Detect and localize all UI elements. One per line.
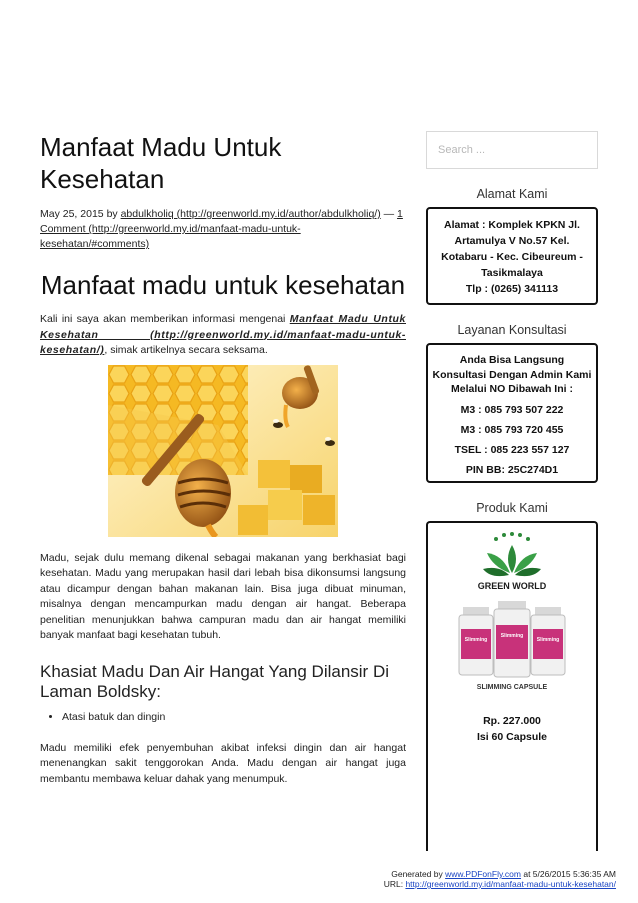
brand-text: GREEN WORLD [477, 580, 547, 591]
article [40, 131, 406, 787]
url-prefix: URL: [383, 879, 406, 889]
subheading: Khasiat Madu Dan Air Hangat Yang Dilansir Di Laman Boldsky: [40, 661, 389, 701]
pdfonfly-link[interactable]: www.PDFonFly.com [445, 869, 521, 879]
consult-number: M3 : 085 793 507 222 [460, 403, 564, 416]
bottle-label: Slimming [500, 632, 524, 639]
list-item: • Atasi batuk dan dingin [62, 710, 406, 725]
article-heading: Manfaat madu untuk kesehatan [40, 270, 406, 300]
pdf-footer [384, 869, 616, 889]
comments-link[interactable]: 1 Comment (http://greenworld.my.id/manfaat-madu-untuk-kesehatan/#comments) [40, 208, 403, 250]
consult-number: M3 : 085 793 720 455 [460, 423, 564, 436]
bottle-label: Slimming [536, 636, 560, 643]
paragraph-madu: Madu, sejak dulu memang dikenal sebagai makanan yang berkhasiat bagi kesehatan. Madu yang merupakan hasil dari lebah bisa dikonsumsi langsung atau dicampur dengan bahan makanan lain. Bisa juga dibuat minuman, misalnya dengan mencampurkan madu dengan air hangat. Beberapa penelitian menunjukkan bahwa campuran madu dan air hangat memiliki banyak manfaat bagi kesehatan tubuh. [40, 551, 406, 641]
consult-number: PIN BB: 25C274D1 [465, 463, 559, 476]
meta-dash: — [380, 208, 398, 220]
honey-image [108, 365, 338, 537]
search-input[interactable] [426, 131, 598, 169]
author-link[interactable]: abdulkholiq (http://greenworld.my.id/author/abdulkholiq/) [120, 208, 381, 220]
intro-text-before: Kali ini saya akan memberikan informasi mengenai [40, 313, 290, 325]
search-placeholder: Search ... [438, 144, 486, 156]
url-line [384, 879, 616, 889]
product-title: Produk Kami [476, 500, 548, 515]
bullet-list [40, 710, 406, 725]
address-phone: Tlp : (0265) 341113 [465, 283, 559, 295]
sidebar [426, 131, 598, 851]
generated-prefix: Generated by [391, 869, 446, 879]
post-meta [40, 207, 406, 252]
address-box [426, 207, 598, 305]
paragraph-efek: Madu memiliki efek penyembuhan akibat infeksi dingin dan air hangat menenangkan sakit tenggorokan Anda. Madu dengan air hangat juga membantu membawa keluar dahak yang menumpuk. [40, 741, 406, 785]
product-image [449, 529, 575, 699]
address-text: Alamat : Komplek KPKN Jl. Artamulya V No.57 Kel. Kotabaru - Kec. Cibeureum - Tasikmalaya [441, 219, 583, 279]
intro-paragraph [40, 312, 406, 359]
generated-line [384, 869, 616, 879]
product-qty: Isi 60 Capsule [476, 730, 548, 743]
intro-link[interactable]: Manfaat Madu Untuk Kesehatan (http://greenworld.my.id/manfaat-madu-untuk-kesehatan/) [40, 313, 406, 356]
post-title: Manfaat Madu Untuk Kesehatan [40, 132, 282, 194]
intro-text-after: , simak artikelnya secara seksama. [104, 344, 268, 356]
by-label: by [106, 208, 118, 220]
product-bottles [459, 601, 565, 677]
address-title: Alamat Kami [476, 187, 548, 201]
page-url-link[interactable]: http://greenworld.my.id/manfaat-madu-untuk-kesehatan/ [405, 879, 616, 889]
generated-suffix: at 5/26/2015 5:36:35 AM [521, 869, 616, 879]
consult-number: TSEL : 085 223 557 127 [454, 443, 570, 456]
product-box [426, 521, 598, 851]
post-date: May 25, 2015 [40, 208, 104, 220]
consult-title: Layanan Konsultasi [457, 323, 567, 337]
consult-box [426, 343, 598, 483]
consult-intro: Anda Bisa Langsung Konsultasi Dengan Admin Kami Melalui NO Dibawah Ini : [432, 354, 592, 395]
product-price: Rp. 227.000 [483, 714, 541, 727]
bottle-label: Slimming [464, 636, 488, 643]
product-label: SLIMMING CAPSULE [476, 683, 548, 691]
